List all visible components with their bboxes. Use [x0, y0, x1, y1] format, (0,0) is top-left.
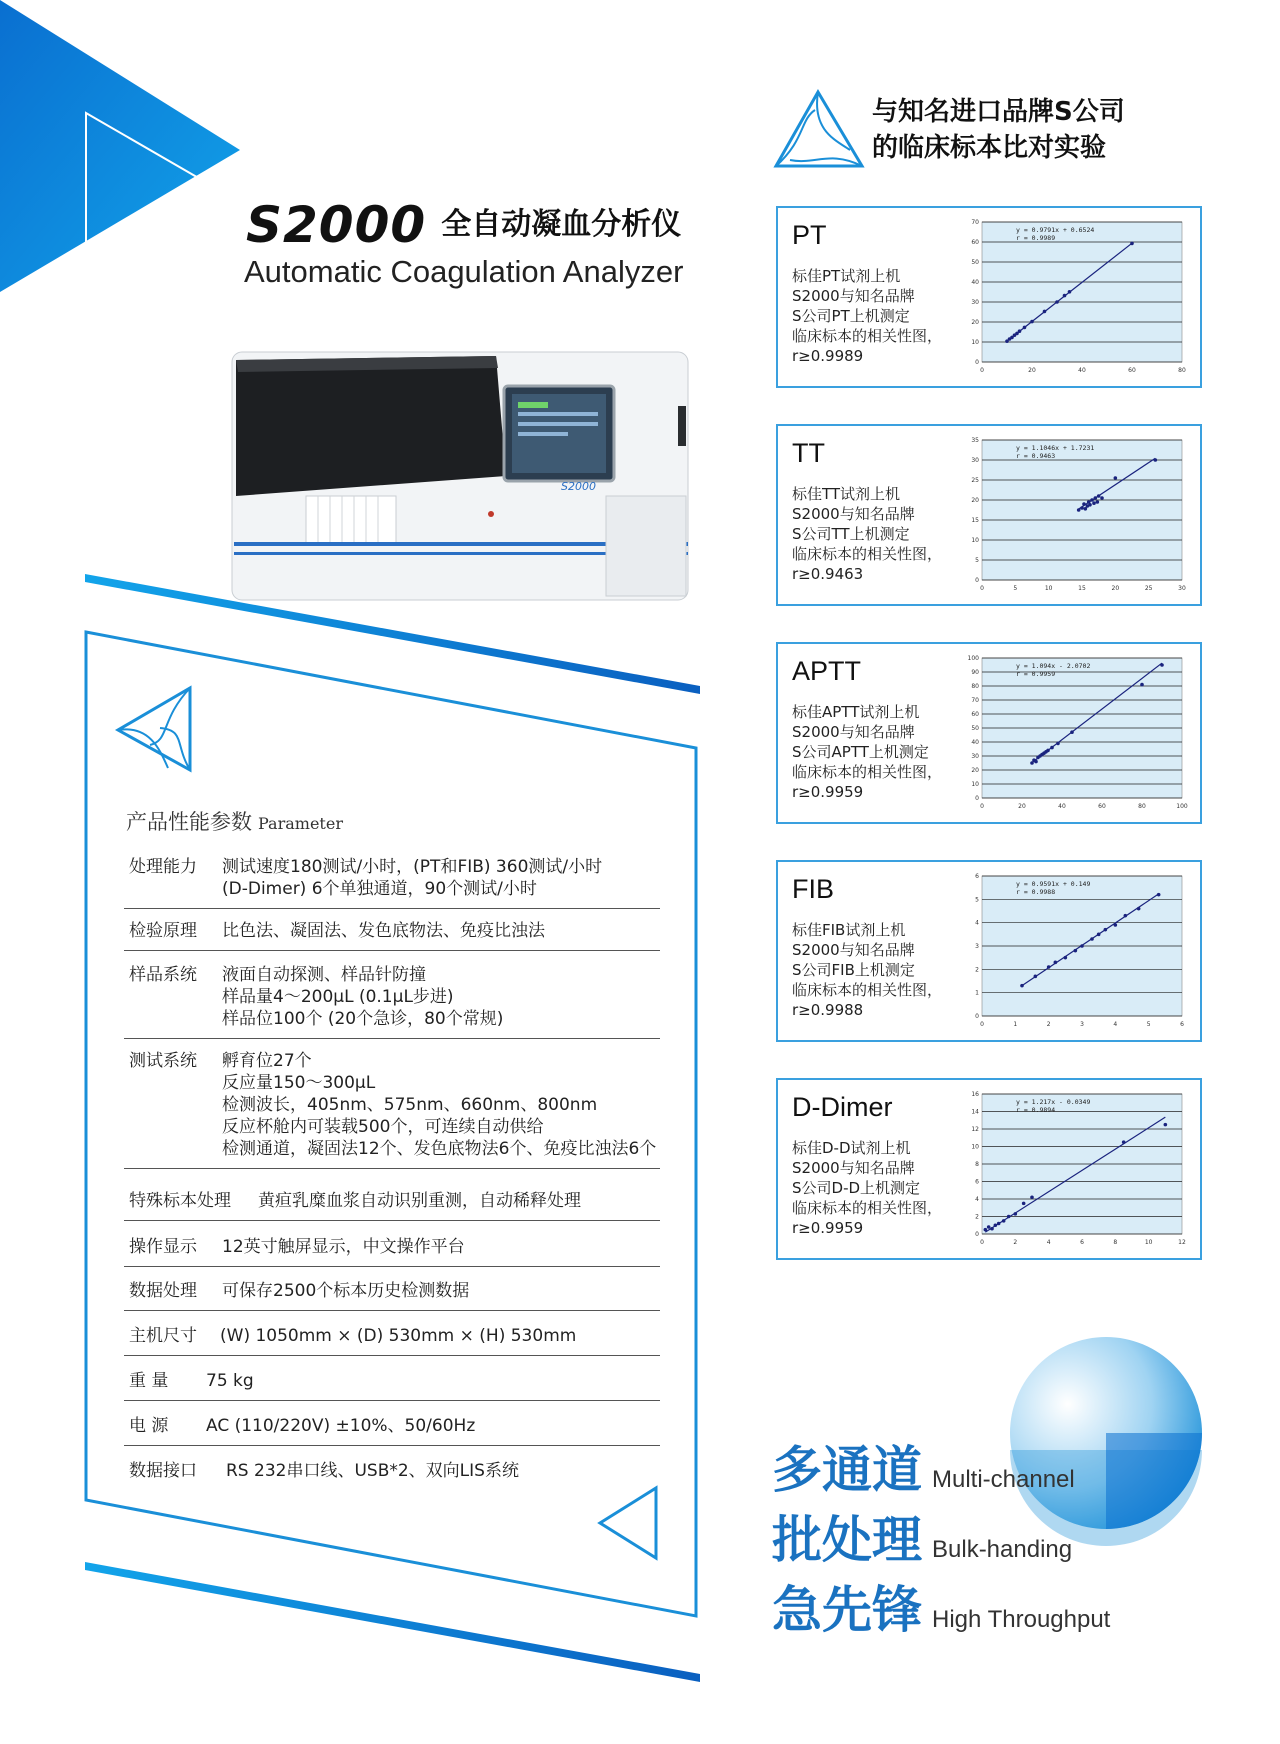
x-tick-label: 40 [1078, 367, 1086, 374]
param-label: 测试系统 [129, 1051, 197, 1071]
plot-area [982, 222, 1182, 362]
param-label: 操作显示 [129, 1237, 197, 1257]
machine-brand-text: S2000 [561, 480, 596, 493]
param-label: 电 源 [129, 1416, 169, 1436]
param-value-line: 12英寸触屏显示，中文操作平台 [222, 1237, 465, 1257]
data-point [1090, 937, 1094, 941]
param-label: 处理能力 [129, 857, 197, 877]
param-value-line: 比色法、凝固法、发色底物法、免疫比浊法 [222, 921, 545, 941]
y-tick-label: 90 [971, 669, 979, 676]
y-tick-label: 70 [971, 219, 979, 226]
param-label: 重 量 [129, 1371, 169, 1391]
chart-description [792, 266, 942, 366]
scatter-chart [958, 218, 1188, 378]
chart-description-line: 标佳D-D试剂上机 [792, 1139, 911, 1157]
data-point [1018, 329, 1022, 333]
y-tick-label: 20 [971, 319, 979, 326]
chart-description-line: 标佳TT试剂上机 [792, 485, 901, 503]
slogan-cn: 批处理 [772, 1511, 922, 1569]
param-divider [124, 908, 660, 909]
param-value-line: RS 232串口线、USB*2、双向LIS系统 [226, 1461, 519, 1481]
x-tick-label: 20 [1028, 367, 1036, 374]
chart-description-line: 临床标本的相关性图， [792, 545, 943, 563]
data-point [1130, 242, 1134, 246]
chart-description-line: S2000与知名品牌 [792, 287, 915, 305]
regression-equation: y = 0.9591x + 0.149 [1016, 880, 1091, 888]
chart-description-line: S公司FIB上机测定 [792, 961, 915, 979]
x-tick-label: 100 [1176, 803, 1188, 810]
data-point [1055, 300, 1059, 304]
param-value [206, 1370, 254, 1392]
data-point [1034, 760, 1038, 764]
regression-equation: y = 1.217x - 0.0349 [1016, 1098, 1091, 1106]
data-point [1094, 496, 1098, 500]
y-tick-label: 4 [975, 1196, 979, 1203]
chart-description-line: 临床标本的相关性图， [792, 327, 943, 345]
y-tick-label: 0 [975, 795, 979, 802]
data-point [1034, 975, 1038, 979]
data-point [1030, 1195, 1034, 1199]
data-point [1160, 663, 1164, 667]
chart-title: PT [792, 220, 827, 250]
chart-card [776, 1078, 1202, 1260]
x-tick-label: 25 [1144, 585, 1153, 592]
data-point [1056, 742, 1060, 746]
param-value [220, 1325, 576, 1347]
data-point [1022, 1202, 1026, 1206]
scatter-chart [958, 872, 1188, 1032]
chart-card [776, 860, 1202, 1042]
x-tick-label: 10 [1044, 585, 1053, 592]
chart-description-line: 标佳PT试剂上机 [792, 267, 901, 285]
x-tick-label: 6 [1080, 1239, 1084, 1246]
data-point [1047, 965, 1051, 969]
comparison-logo-icon [776, 92, 862, 166]
y-tick-label: 30 [971, 753, 979, 760]
y-tick-label: 10 [971, 781, 979, 788]
param-value-line: (D-Dimer) 6个单独通道，90个测试/小时 [222, 879, 537, 899]
param-label: 特殊标本处理 [129, 1191, 231, 1211]
param-value [222, 1280, 469, 1302]
chart-description-line: S公司APTT上机测定 [792, 743, 929, 761]
regression-equation: y = 0.9791x + 0.6524 [1016, 226, 1095, 234]
param-value-line: 测试速度180测试/小时，(PT和FIB) 360测试/小时 [222, 857, 603, 877]
data-point [1030, 320, 1034, 324]
param-value-line: 液面自动探测、样品针防撞 [222, 965, 426, 985]
scatter-chart [958, 436, 1188, 596]
data-point [994, 1223, 998, 1227]
param-value-line: 检测波长，405nm、575nm、660nm、800nm [222, 1095, 598, 1115]
data-point [984, 1228, 988, 1232]
chart-title: FIB [792, 874, 835, 904]
param-heading-en: Parameter [258, 814, 343, 833]
y-tick-label: 3 [975, 943, 979, 950]
y-tick-label: 0 [975, 1231, 979, 1238]
data-point [1092, 501, 1096, 505]
param-value-line: 75 kg [206, 1371, 254, 1391]
data-point [1100, 496, 1104, 500]
data-point [1124, 914, 1128, 918]
slogan-row [772, 1430, 1075, 1502]
param-label: 主机尺寸 [129, 1326, 197, 1346]
data-point [1154, 458, 1158, 462]
data-point [1096, 500, 1100, 504]
product-title-en: Automatic Coagulation Analyzer [244, 254, 684, 289]
data-point [1140, 683, 1144, 687]
param-value-line: 样品量4～200μL (0.1μL步进) [222, 987, 454, 1007]
data-point [1023, 326, 1027, 330]
param-row [124, 1325, 660, 1357]
param-value [222, 1236, 465, 1258]
correlation-label: r = 0.9989 [1016, 234, 1056, 242]
data-point [1080, 506, 1084, 510]
y-tick-label: 2 [975, 966, 979, 974]
chart-description-line: 临床标本的相关性图， [792, 1199, 943, 1217]
y-tick-label: 30 [971, 299, 979, 306]
comparison-heading: 与知名进口品牌S公司 的临床标本比对实验 [872, 97, 1125, 163]
param-divider [124, 1355, 660, 1356]
chart-description-line: S2000与知名品牌 [792, 723, 915, 741]
param-divider [124, 1168, 660, 1169]
param-value [222, 920, 545, 942]
data-point [1082, 502, 1086, 506]
data-point [1097, 494, 1101, 498]
y-tick-label: 35 [971, 437, 979, 444]
chart-title: TT [792, 438, 825, 468]
regression-equation: y = 1.1046x + 1.7231 [1016, 444, 1095, 452]
param-value [222, 964, 503, 1030]
scatter-chart [958, 654, 1188, 814]
x-tick-label: 30 [1178, 585, 1186, 592]
param-value-line: AC (110/220V) ±10%、50/60Hz [206, 1416, 476, 1436]
chart-description-line: 标佳FIB试剂上机 [792, 921, 906, 939]
corner-triangle [0, 0, 240, 292]
data-point [1007, 1215, 1011, 1219]
param-label: 数据处理 [129, 1281, 197, 1301]
chart-card [776, 642, 1202, 824]
param-divider [124, 950, 660, 951]
chart-description [792, 920, 942, 1020]
x-tick-label: 5 [1146, 1021, 1151, 1028]
chart-title: D-Dimer [792, 1092, 893, 1122]
y-tick-label: 60 [971, 711, 979, 718]
data-point [990, 1227, 994, 1231]
chart-description-line: 标佳APTT试剂上机 [792, 703, 920, 721]
y-tick-label: 10 [971, 1143, 979, 1151]
param-value-line: 样品位100个 (20个急诊，80个常规) [222, 1009, 504, 1029]
y-tick-label: 12 [971, 1126, 979, 1133]
param-value-line: 黄疸乳糜血浆自动识别重测，自动稀释处理 [258, 1191, 581, 1211]
data-point [1063, 294, 1067, 298]
slanted-bar-bottom [85, 1562, 700, 1682]
x-tick-label: 8 [1113, 1239, 1118, 1246]
y-tick-label: 14 [971, 1108, 979, 1116]
param-value [206, 1415, 475, 1437]
data-point [1002, 1219, 1006, 1223]
chart-description [792, 702, 942, 802]
x-tick-label: 6 [1180, 1021, 1184, 1028]
y-tick-label: 0 [975, 577, 979, 584]
data-point [997, 1222, 1001, 1226]
data-point [1014, 1212, 1018, 1216]
y-tick-label: 40 [971, 279, 979, 286]
x-tick-label: 60 [1098, 803, 1106, 810]
y-tick-label: 5 [975, 557, 979, 564]
param-divider [124, 1220, 660, 1221]
y-tick-label: 4 [975, 919, 979, 927]
y-tick-label: 15 [971, 517, 979, 524]
chart-description-line: r≥0.9988 [792, 1001, 864, 1019]
param-value [226, 1460, 519, 1482]
slogan-cn: 急先锋 [772, 1581, 922, 1639]
data-point [1046, 749, 1050, 753]
chart-title: APTT [792, 656, 862, 686]
chart-description-line: r≥0.9959 [792, 783, 864, 801]
param-divider [124, 1038, 660, 1039]
product-title-cn: 全自动凝血分析仪 [441, 207, 682, 242]
param-heading-cn: 产品性能参数 [126, 810, 252, 834]
chart-description-line: S公司PT上机测定 [792, 307, 910, 325]
data-point [1074, 949, 1078, 953]
x-tick-label: 12 [1178, 1239, 1186, 1246]
y-tick-label: 0 [975, 359, 979, 366]
param-row [124, 1460, 660, 1492]
param-divider [124, 1400, 660, 1401]
x-tick-label: 5 [1013, 585, 1018, 592]
y-tick-label: 30 [971, 457, 979, 464]
correlation-label: r = 0.9959 [1016, 670, 1056, 678]
param-row [124, 1236, 660, 1268]
correlation-label: r = 0.9463 [1016, 452, 1056, 460]
x-tick-label: 60 [1128, 367, 1136, 374]
y-tick-label: 0 [975, 1013, 979, 1020]
data-point [1122, 1140, 1126, 1144]
param-heading [126, 806, 343, 836]
data-point [1080, 944, 1084, 948]
x-tick-label: 1 [1013, 1021, 1018, 1028]
data-point [1050, 746, 1054, 750]
chart-description-line: S2000与知名品牌 [792, 505, 915, 523]
param-divider [124, 1266, 660, 1267]
correlation-label: r = 0.9894 [1016, 1106, 1056, 1114]
param-divider [124, 1310, 660, 1311]
param-label: 数据接口 [129, 1461, 197, 1481]
param-value [222, 856, 602, 900]
x-tick-label: 0 [980, 1239, 984, 1246]
param-row [124, 856, 660, 910]
data-point [1114, 923, 1118, 927]
x-tick-label: 4 [1046, 1239, 1051, 1246]
param-value-line: 检测通道，凝固法12个、发色底物法6个、免疫比浊法6个 [222, 1139, 657, 1159]
data-point [1104, 928, 1108, 932]
y-tick-label: 60 [971, 239, 979, 246]
y-tick-label: 16 [971, 1091, 979, 1098]
chart-description-line: S2000与知名品牌 [792, 941, 915, 959]
param-row [124, 920, 660, 952]
x-tick-label: 3 [1080, 1021, 1084, 1028]
slogan-en: Bulk-handing [932, 1536, 1073, 1563]
y-tick-label: 80 [971, 683, 979, 690]
param-value-line: 可保存2500个标本历史检测数据 [222, 1281, 470, 1301]
slogan-en: Multi-channel [932, 1466, 1075, 1493]
slogan-cn: 多通道 [772, 1441, 922, 1499]
param-row [124, 1050, 660, 1170]
chart-description-line: r≥0.9463 [792, 565, 864, 583]
param-row [124, 1280, 660, 1312]
scatter-chart [958, 1090, 1188, 1250]
chart-description-line: r≥0.9959 [792, 1219, 864, 1237]
y-tick-label: 10 [971, 537, 979, 544]
analyzer-machine-image [226, 346, 696, 608]
chart-description [792, 1138, 942, 1238]
y-tick-label: 50 [971, 725, 979, 732]
x-tick-label: 0 [980, 367, 984, 374]
x-tick-label: 2 [1013, 1239, 1018, 1246]
slogan-en: High Throughput [932, 1606, 1111, 1633]
x-tick-label: 40 [1058, 803, 1066, 810]
data-point [1054, 961, 1058, 965]
x-tick-label: 20 [1018, 803, 1026, 810]
x-tick-label: 10 [1144, 1239, 1153, 1246]
chart-card [776, 424, 1202, 606]
y-tick-label: 20 [971, 767, 979, 774]
x-tick-label: 0 [980, 585, 984, 592]
triangle-logo-icon [118, 688, 190, 770]
param-row [124, 964, 660, 1040]
param-value [258, 1190, 581, 1212]
y-tick-label: 2 [975, 1213, 979, 1221]
y-tick-label: 10 [971, 339, 979, 346]
param-label: 样品系统 [129, 965, 197, 985]
y-tick-label: 5 [975, 896, 979, 904]
x-tick-label: 80 [1138, 803, 1146, 810]
x-tick-label: 2 [1046, 1021, 1051, 1028]
data-point [1157, 893, 1161, 897]
header-title [246, 196, 681, 254]
y-tick-label: 6 [975, 873, 979, 880]
x-tick-label: 0 [980, 1021, 984, 1028]
param-value [222, 1050, 656, 1160]
chart-description-line: 临床标本的相关性图， [792, 981, 943, 999]
chart-card [776, 206, 1202, 388]
y-tick-label: 40 [971, 739, 979, 746]
x-tick-label: 0 [980, 803, 984, 810]
data-point [1070, 730, 1074, 734]
x-tick-label: 15 [1078, 585, 1086, 592]
model-name: S2000 [246, 196, 427, 254]
chart-description-line: 临床标本的相关性图， [792, 763, 943, 781]
slogan-row [772, 1500, 1072, 1572]
x-tick-label: 80 [1178, 367, 1186, 374]
y-tick-label: 1 [975, 989, 979, 997]
slogan-row [772, 1570, 1110, 1642]
chart-description [792, 484, 942, 584]
data-point [1090, 498, 1094, 502]
chart-description-line: S2000与知名品牌 [792, 1159, 915, 1177]
y-tick-label: 8 [975, 1161, 979, 1168]
y-tick-label: 25 [971, 477, 979, 484]
chart-description-line: S公司TT上机测定 [792, 525, 910, 543]
param-row [124, 1370, 660, 1402]
data-point [1088, 503, 1092, 507]
y-tick-label: 50 [971, 259, 979, 266]
param-divider [124, 1445, 660, 1446]
frame-triangle-mark [600, 1488, 656, 1558]
param-row [124, 1415, 660, 1447]
y-tick-label: 100 [967, 655, 979, 662]
param-value-line: 反应量150～300μL [222, 1073, 376, 1093]
y-tick-label: 6 [975, 1178, 979, 1186]
param-value-line: 孵育位27个 [222, 1051, 312, 1071]
x-tick-label: 20 [1111, 585, 1120, 592]
data-point [1064, 956, 1068, 960]
param-value-line: (W) 1050mm × (D) 530mm × (H) 530mm [220, 1326, 577, 1346]
chart-description-line: r≥0.9989 [792, 347, 864, 365]
data-point [1077, 508, 1081, 512]
param-value-line: 反应杯舱内可装载500个，可连续自动供给 [222, 1117, 544, 1137]
data-point [1043, 310, 1047, 314]
data-point [1164, 1123, 1168, 1127]
data-point [987, 1225, 991, 1229]
correlation-label: r = 0.9988 [1016, 888, 1056, 896]
chart-description-line: S公司D-D上机测定 [792, 1179, 921, 1197]
data-point [1097, 933, 1101, 937]
data-point [1114, 476, 1118, 480]
data-point [1020, 984, 1024, 988]
regression-equation: y = 1.094x - 2.0702 [1016, 662, 1091, 670]
x-tick-label: 4 [1113, 1021, 1118, 1028]
y-tick-label: 20 [971, 497, 979, 504]
y-tick-label: 70 [971, 697, 979, 704]
param-label: 检验原理 [129, 921, 197, 941]
param-row [124, 1190, 660, 1222]
data-point [1068, 290, 1072, 294]
data-point [1137, 907, 1141, 911]
